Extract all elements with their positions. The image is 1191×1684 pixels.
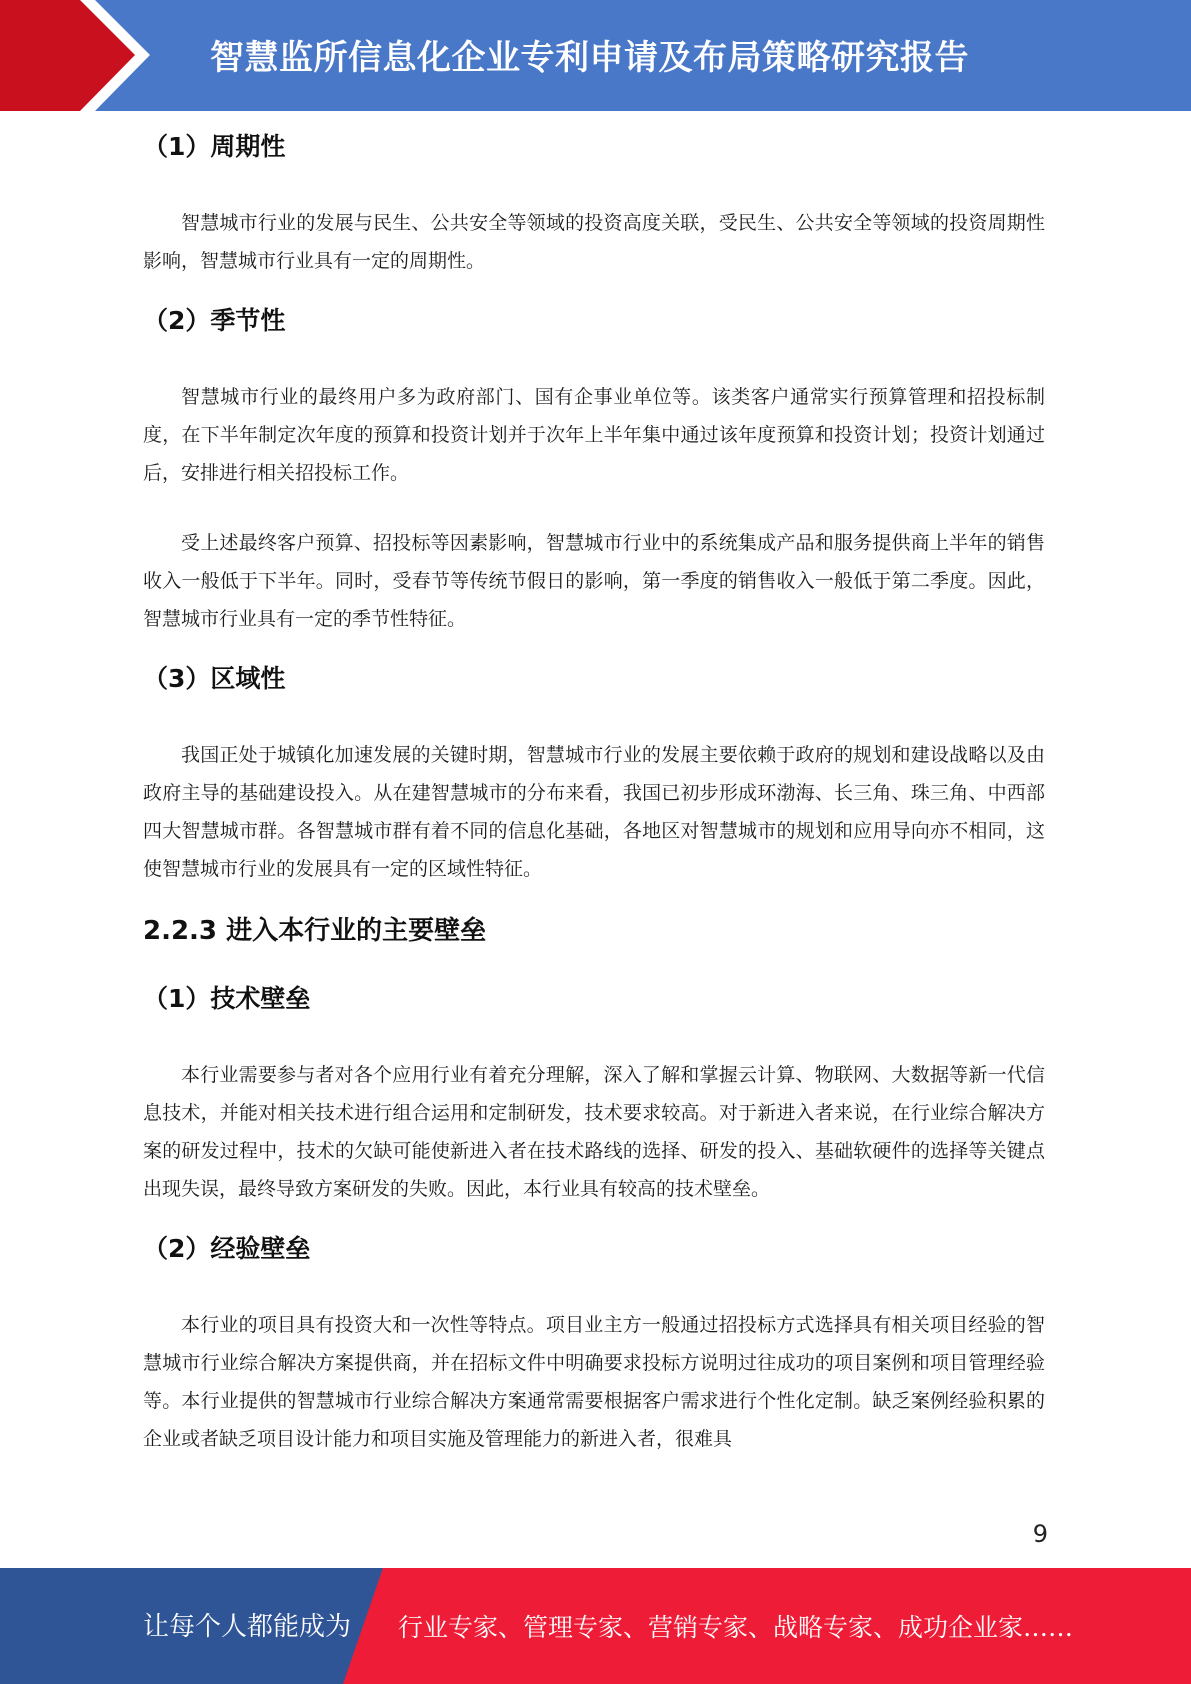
- page-footer-banner: [0, 1568, 1191, 1684]
- heading-regionality: （3）区域性: [143, 664, 286, 693]
- header-chevron-decoration: [0, 0, 160, 111]
- paragraph-seasonality-2: 受上述最终客户预算、招投标等因素影响，智慧城市行业中的系统集成产品和服务提供商上半年的销售收入一般低于下半年。同时，受春节等传统节假日的影响，第一季度的销售收入一般低于第二季度。因此，智慧城市行业具有一定的季节性特征。: [143, 532, 1045, 630]
- page-number: 9: [1032, 1520, 1048, 1548]
- heading-tech-barrier: （1）技术壁垒: [143, 984, 311, 1013]
- heading-seasonality: （2）季节性: [143, 306, 286, 335]
- report-title: 智慧监所信息化企业专利申请及布局策略研究报告: [210, 38, 969, 78]
- paragraph-seasonality-1: 智慧城市行业的最终用户多为政府部门、国有企事业单位等。该类客户通常实行预算管理和招投标制度，在下半年制定次年度的预算和投资计划并于次年上半年集中通过该年度预算和投资计划；投资计划通过后，安排进行相关招投标工作。: [143, 386, 1045, 484]
- page-body: [143, 128, 1045, 1458]
- heading-cyclicality: （1）周期性: [143, 132, 286, 161]
- paragraph-regionality: 我国正处于城镇化加速发展的关键时期，智慧城市行业的发展主要依赖于政府的规划和建设战略以及由政府主导的基础建设投入。从在建智慧城市的分布来看，我国已初步形成环渤海、长三角、珠三角、中西部四大智慧城市群。各智慧城市群有着不同的信息化基础，各地区对智慧城市的规划和应用导向亦不相同，这使智慧城市行业的发展具有一定的区域性特征。: [143, 744, 1045, 880]
- page-header-banner: [0, 0, 1191, 111]
- footer-slogan-right: 行业专家、管理专家、营销专家、战略专家、成功企业家……: [398, 1613, 1074, 1642]
- footer-slogan-left: 让每个人都能成为: [143, 1612, 352, 1642]
- paragraph-cyclicality: 智慧城市行业的发展与民生、公共安全等领域的投资高度关联，受民生、公共安全等领域的投资周期性影响，智慧城市行业具有一定的周期性。: [143, 212, 1045, 272]
- paragraph-exp-barrier: 本行业的项目具有投资大和一次性等特点。项目业主方一般通过招投标方式选择具有相关项目经验的智慧城市行业综合解决方案提供商，并在招标文件中明确要求投标方说明过往成功的项目案例和项目管理经验等。本行业提供的智慧城市行业综合解决方案通常需要根据客户需求进行个性化定制。缺乏案例经验积累的企业或者缺乏项目设计能力和项目实施及管理能力的新进入者，很难具: [143, 1314, 1045, 1450]
- paragraph-tech-barrier: 本行业需要参与者对各个应用行业有着充分理解，深入了解和掌握云计算、物联网、大数据等新一代信息技术，并能对相关技术进行组合运用和定制研发，技术要求较高。对于新进入者来说，在行业综合解决方案的研发过程中，技术的欠缺可能使新进入者在技术路线的选择、研发的投入、基础软硬件的选择等关键点出现失误，最终导致方案研发的失败。因此，本行业具有较高的技术壁垒。: [143, 1064, 1045, 1200]
- section-heading-barriers: 2.2.3 进入本行业的主要壁垒: [143, 916, 487, 946]
- heading-exp-barrier: （2）经验壁垒: [143, 1234, 311, 1263]
